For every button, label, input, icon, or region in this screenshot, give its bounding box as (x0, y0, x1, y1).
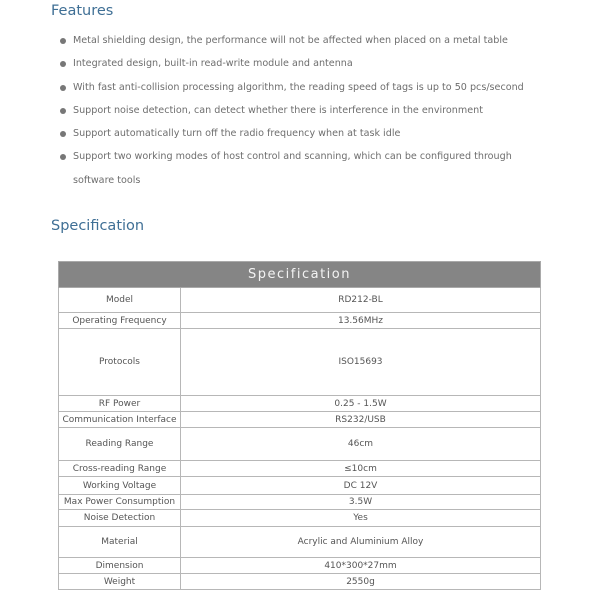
table-header: Specification (59, 262, 541, 288)
table-row (59, 558, 541, 574)
spec-label: Max Power Consumption (59, 495, 181, 510)
spec-label: Working Voltage (59, 477, 181, 495)
table-row (59, 288, 541, 313)
spec-value: 0.25 - 1.5W (181, 396, 541, 412)
bullet-icon (60, 38, 66, 44)
table-row (59, 477, 541, 495)
spec-label: Dimension (59, 558, 181, 574)
table-row (59, 329, 541, 396)
table-row (59, 428, 541, 461)
table-row (59, 495, 541, 510)
spec-value: 3.5W (181, 495, 541, 510)
spec-label: Communication Interface (59, 412, 181, 428)
feature-item: Integrated design, built-in read-write module and antenna (58, 52, 548, 75)
spec-value: 2550g (181, 574, 541, 590)
spec-label: Noise Detection (59, 510, 181, 527)
features-heading: Features (51, 3, 114, 19)
bullet-icon (60, 108, 66, 114)
bullet-icon (60, 85, 66, 91)
spec-label: Model (59, 288, 181, 313)
table-row (59, 313, 541, 329)
spec-label: Cross-reading Range (59, 461, 181, 477)
bullet-icon (60, 61, 66, 67)
spec-value: 13.56MHz (181, 313, 541, 329)
table-row (59, 461, 541, 477)
table-row (59, 396, 541, 412)
spec-label: Reading Range (59, 428, 181, 461)
spec-value: Acrylic and Aluminium Alloy (181, 527, 541, 558)
feature-item: With fast anti-collision processing algorithm, the reading speed of tags is up to 50 pcs/second (58, 76, 548, 99)
bullet-icon (60, 131, 66, 137)
spec-value: RD212-BL (181, 288, 541, 313)
spec-value: ISO15693 (181, 329, 541, 396)
spec-value: DC 12V (181, 477, 541, 495)
spec-value: 46cm (181, 428, 541, 461)
specification-table (58, 261, 541, 590)
table-row (59, 527, 541, 558)
spec-label: Protocols (59, 329, 181, 396)
table-row (59, 412, 541, 428)
feature-item: Support two working modes of host control and scanning, which can be configured through software tools (58, 145, 548, 192)
table-row (59, 510, 541, 527)
feature-item: Metal shielding design, the performance will not be affected when placed on a metal table (58, 29, 548, 52)
spec-value: 410*300*27mm (181, 558, 541, 574)
spec-label: Weight (59, 574, 181, 590)
specification-heading: Specification (51, 218, 145, 234)
feature-item: Support noise detection, can detect whether there is interference in the environment (58, 99, 548, 122)
table-row (59, 574, 541, 590)
spec-value: Yes (181, 510, 541, 527)
spec-value: ≤10cm (181, 461, 541, 477)
spec-label: Operating Frequency (59, 313, 181, 329)
feature-item: Support automatically turn off the radio frequency when at task idle (58, 122, 548, 145)
features-list (58, 29, 548, 192)
bullet-icon (60, 154, 66, 160)
spec-label: Material (59, 527, 181, 558)
spec-value: RS232/USB (181, 412, 541, 428)
spec-label: RF Power (59, 396, 181, 412)
